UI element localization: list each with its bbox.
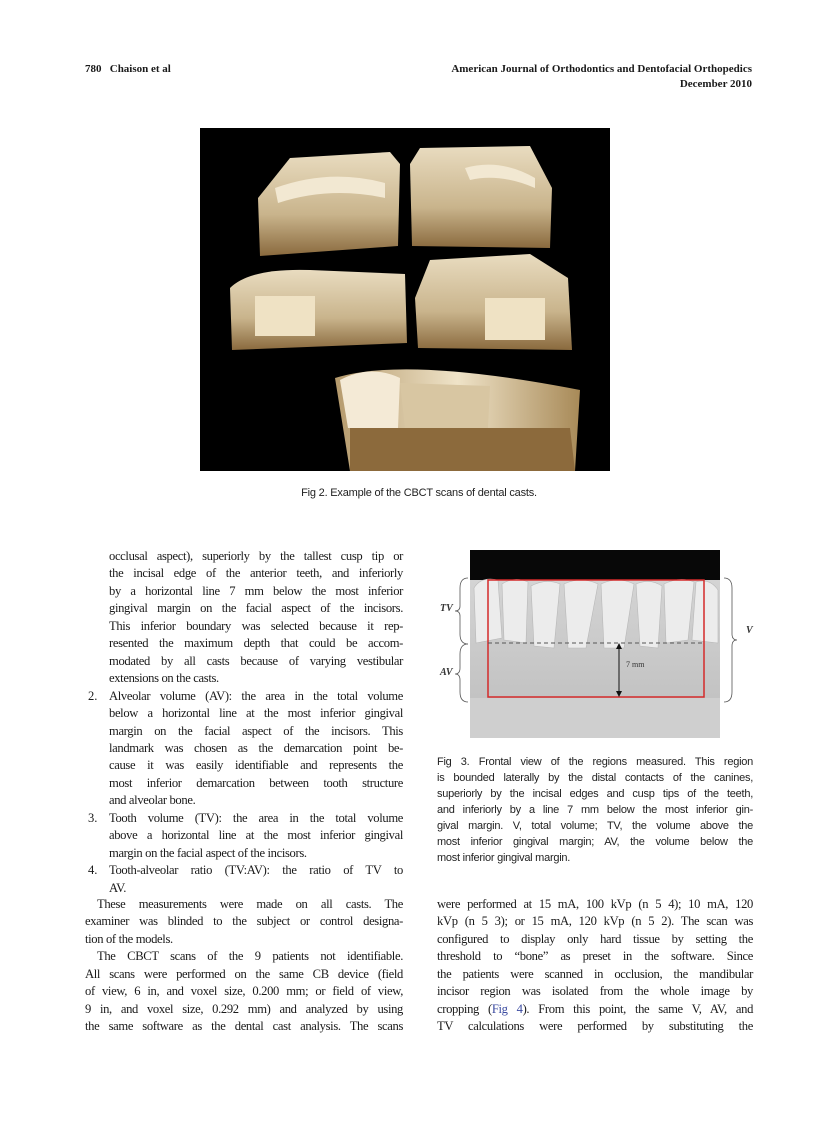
list-item-line: most inferior demarcation between tooth structure [109,775,403,790]
page-number: 780 [85,63,102,75]
list-item-line: cause it was easily identifiable and represents the [109,758,403,773]
list-item-line: landmark was chosen as the demarcation point be- [109,740,403,755]
fig3-label-7mm: 7 mm [626,660,645,669]
text: cropping ( [437,1001,492,1016]
list-item-1-line: This inferior boundary was selected because it rep- [109,618,403,633]
body-text-line: examiner was blinded to the subject or control designa- [85,914,403,929]
body-text-line: incisor region was isolated from the whole image by [437,984,753,999]
running-authors: Chaison et al [109,63,171,75]
body-text-line: the same software as the dental cast analysis. The scans [85,1019,403,1034]
body-text-line [437,1001,753,1018]
list-item-1-line: modated by all casts because of varying vestibular [109,653,403,668]
fig3-caption-line: and inferiorly by a line 7 mm below the most inferior gin- [437,804,753,816]
list-item-line: and alveolar bone. [109,793,196,808]
body-text-line: The CBCT scans of the 9 patients not identifiable. [97,949,403,964]
fig3-label-av: AV [440,667,453,678]
list-item-line: Alveolar volume (AV): the area in the total volume [109,688,403,703]
fig3-frontal-view-image [436,548,766,740]
list-item-line: Tooth-alveolar ratio (TV:AV): the ratio of TV to [109,863,403,878]
fig3-caption-line: most inferior gingival margin; AV, the volume below the [437,836,753,848]
fig3-caption-line: superiorly by the incisal edges and cusp tips of the teeth, [437,788,753,800]
list-item-line: margin on the facial aspect of the incisors. This [109,723,403,738]
issue-date: December 2010 [679,78,752,90]
body-text-line: were performed at 15 mA, 100 kVp (n 5 4); 10 mA, 120 [437,897,753,911]
list-item-line: below a horizontal line at the most inferior gingival [109,706,403,721]
page-number-authors [85,63,171,75]
fig2-caption: Fig 2. Example of the CBCT scans of dental casts. [301,487,537,499]
body-text-line: TV calculations were performed by substituting the [437,1019,753,1034]
list-item-1-line: by a horizontal line 7 mm below the most inferior [109,583,403,598]
body-text-line: All scans were performed on the same CB device (field [85,966,403,981]
fig4-link[interactable]: Fig 4 [491,1001,523,1016]
list-item-line: Tooth volume (TV): the area in the total volume [109,810,403,825]
list-item-line: margin on the facial aspect of the incisors. [109,845,307,860]
fig3-caption-line: gival margin. V, total volume; TV, the volume above the [437,820,753,832]
body-text-line: These measurements were made on all casts. The [97,897,403,911]
list-item-1-line: resented the maximum depth that could be accom- [109,636,403,651]
body-text-line: kVp (n 5 3); or 15 mA, 120 kVp (n 5 2). The scan was [437,914,753,929]
fig3-caption-line: is bounded laterally by the distal contacts of the canines, [437,772,753,784]
text: ). From this point, the same V, AV, and [522,1001,754,1016]
fig3-caption-line: Fig 3. Frontal view of the regions measured. This region [437,756,753,768]
body-text-line: of view, 6 in, and voxel size, 0.200 mm; or field of view, [85,984,403,999]
list-item-line: AV. [109,880,127,895]
list-item-1-line: occlusal aspect), superiorly by the tallest cusp tip or [109,549,403,563]
list-number: 3. [88,810,98,825]
body-text-line: 9 in, and voxel size, 0.292 mm) and analyzed by using [85,1001,403,1016]
list-number: 2. [88,688,98,703]
fig3-label-tv: TV [440,603,453,614]
body-text-line: threshold to “bone” as preset in the software. Since [437,949,753,964]
list-number: 4. [88,863,98,878]
fig3-label-v: V [746,625,753,636]
body-text-line: tion of the models. [85,931,173,946]
list-item-1-line: the incisal edge of the anterior teeth, and inferiorly [109,566,403,581]
journal-title: American Journal of Orthodontics and Dentofacial Orthopedics [451,63,752,75]
list-item-line: above a horizontal line at the most inferior gingival [109,828,403,843]
fig3-caption-line: most inferior gingival margin. [437,852,571,864]
fig2-cbct-casts-image [200,128,610,471]
body-text-line: configured to display only hard tissue by setting the [437,931,753,946]
list-item-1-line: extensions on the casts. [109,671,219,686]
list-item-1-line: gingival margin on the facial aspect of the incisors. [109,601,403,616]
body-text-line: the patients were scanned in occlusion, the mandibular [437,966,753,981]
